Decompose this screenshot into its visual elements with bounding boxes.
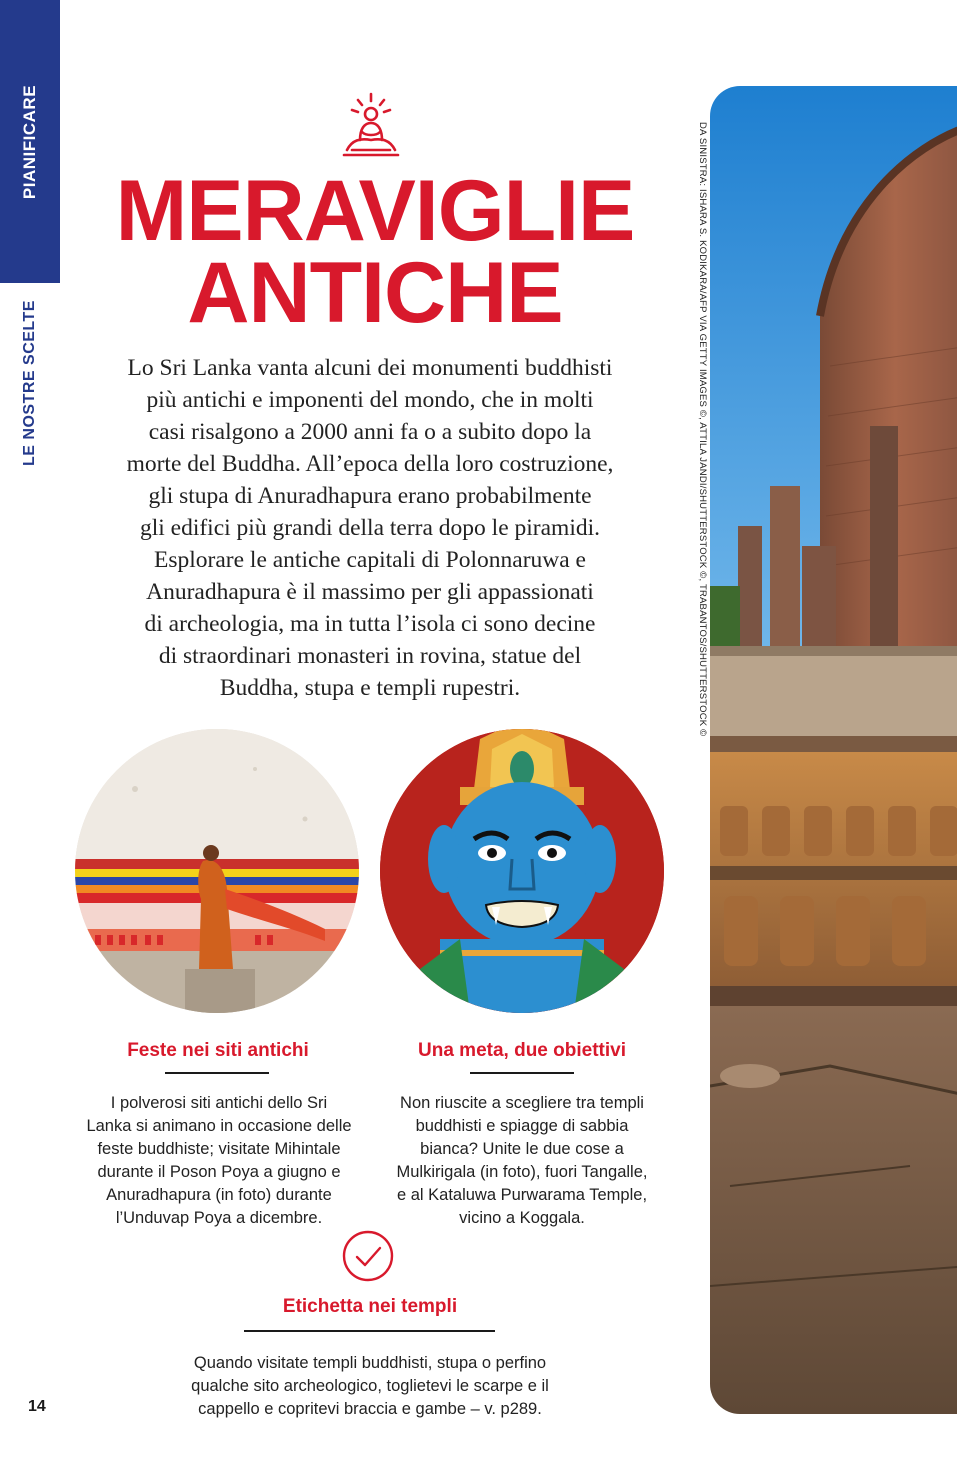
intro-line: Esplorare le antiche capitali di Polonnaruwa e: [154, 547, 586, 573]
photo-credit: [696, 122, 710, 782]
section-tab: [0, 0, 60, 283]
feature-line: vicino a Koggala.: [459, 1209, 585, 1227]
section-tab-label: PIANIFICARE: [20, 84, 39, 199]
feature-line: bianca? Unite le due cose a: [420, 1140, 624, 1158]
feature-text-festivals: [70, 1092, 368, 1230]
feature-line: l’Unduvap Poya a dicembre.: [115, 1209, 323, 1227]
intro-line: più antichi e imponenti del mondo, che in molti: [146, 387, 594, 413]
page-title: [80, 163, 670, 341]
feature-line: feste buddhiste; visitate Mihintale: [97, 1140, 341, 1158]
feature-divider: [470, 1072, 574, 1074]
intro-line: morte del Buddha. All’epoca della loro costruzione,: [126, 451, 614, 477]
etiquette-line: cappello e copritevi braccia e gambe – v. p289.: [198, 1400, 542, 1418]
buddha-icon: [338, 92, 404, 164]
feature-line: Mulkirigala (in foto), fuori Tangalle,: [396, 1163, 648, 1181]
etiquette-line: qualche sito archeologico, toglietevi le scarpe e il: [191, 1377, 549, 1395]
intro-line: gli stupa di Anuradhapura erano probabilmente: [148, 483, 592, 509]
monk-photo: [75, 729, 359, 1013]
page-number: 14: [28, 1398, 46, 1415]
feature-line: durante il Poson Poya a giugno e: [97, 1163, 341, 1181]
intro-line: di archeologia, ma in tutta l’isola ci sono decine: [144, 611, 596, 637]
intro-line: Anuradhapura è il massimo per gli appassionati: [146, 579, 594, 605]
intro-line: Lo Sri Lanka vanta alcuni dei monumenti buddhisti: [127, 355, 613, 381]
feature-line: I polverosi siti antichi dello Sri: [110, 1094, 328, 1112]
feature-text-two-goals: [372, 1092, 672, 1230]
etiquette-heading: Etichetta nei templi: [282, 1296, 458, 1317]
etiquette-text: [150, 1352, 590, 1421]
fresco-photo: [380, 729, 664, 1013]
section-label-text: LE NOSTRE SCELTE: [21, 300, 38, 466]
feature-line: Lanka si animano in occasione delle: [86, 1117, 352, 1135]
intro-line: casi risalgono a 2000 anni fa o a subito dopo la: [148, 419, 592, 445]
intro-paragraph: [70, 352, 670, 704]
intro-line: di straordinari monasteri in rovina, statue del: [158, 643, 582, 669]
photo-credit-text: DA SINISTRA: ISHARA S. KODIKARA/AFP VIA GETTY IMAGES ©, ATTILA JANDI/SHUTTERSTOCK ©, TRABANTOS/SHUTTERSTOCK ©: [697, 122, 708, 737]
feature-heading-festivals: Feste nei siti antichi: [127, 1040, 309, 1061]
feature-line: buddhisti e spiagge di sabbia: [415, 1117, 629, 1135]
feature-line: e al Kataluwa Purwarama Temple,: [396, 1186, 648, 1204]
feature-divider: [165, 1072, 269, 1074]
title-line-2: ANTICHE: [187, 245, 563, 341]
feature-heading-two-goals: Una meta, due obiettivi: [418, 1040, 626, 1061]
feature-line: Non riuscite a scegliere tra templi: [400, 1094, 644, 1112]
intro-line: Buddha, stupa e templi rupestri.: [219, 675, 521, 701]
stupa-photo: [710, 86, 957, 1414]
intro-line: gli edifici più grandi della terra dopo le piramidi.: [139, 515, 601, 541]
etiquette-line: Quando visitate templi buddhisti, stupa o perfino: [193, 1354, 547, 1372]
title-line-1: MERAVIGLIE: [115, 163, 635, 259]
feature-line: Anuradhapura (in foto) durante: [106, 1186, 332, 1204]
section-label: [0, 283, 60, 483]
checkmark-icon: [342, 1230, 394, 1282]
etiquette-divider: [244, 1330, 495, 1332]
